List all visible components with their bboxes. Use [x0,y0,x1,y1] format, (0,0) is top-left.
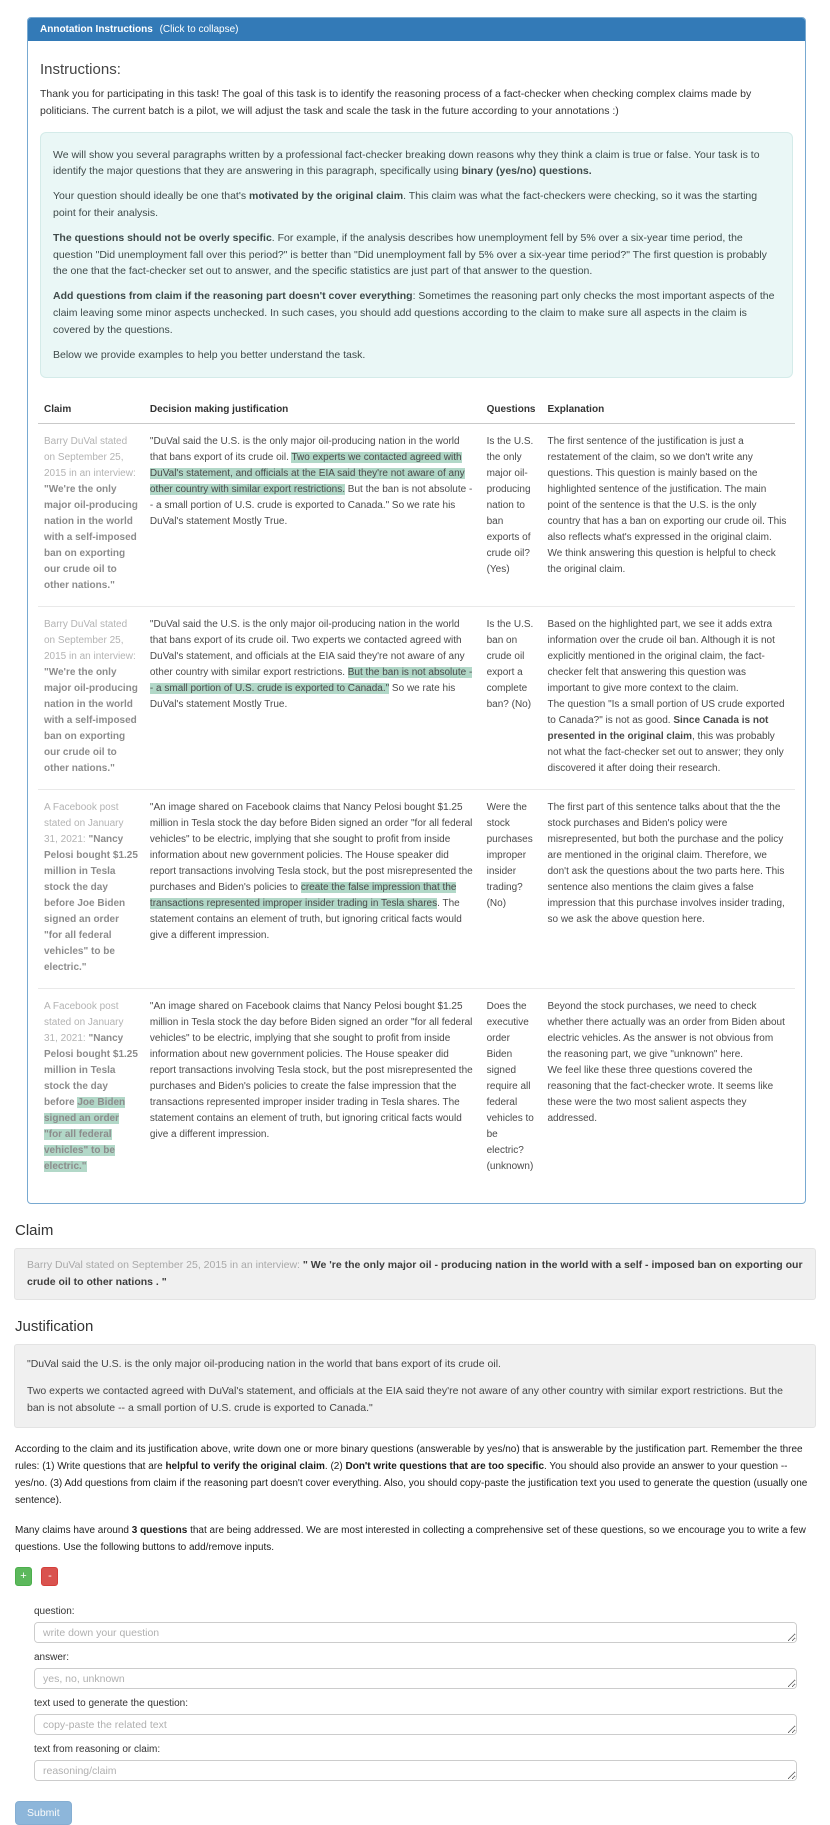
questions-cell: Is the U.S. the only major oil-producing nation to ban exports of crude oil? (Yes) [481,424,542,607]
claim-section [14,1222,816,1300]
guideline-paragraph: Add questions from claim if the reasoning part doesn't cover everything: Sometimes the reasoning part only checks the most important aspects of the claim leaving some minor aspects unchecked. In such cases, you should add questions according to the claim to make sure all aspects in the claim is covered by the questions. [53,290,775,336]
justification-paragraph: Two experts we contacted agreed with DuVal's statement, and officials at the EIA said they're not aware of any other country with similar export restrictions. But the ban is not absolute -- a small portion of U.S. crude is exported to Canada." [27,1384,783,1414]
justification-section [14,1318,816,1428]
add-question-button[interactable]: + [15,1567,32,1586]
claim-attribution: Barry DuVal stated on September 25, 2015 in an interview: [27,1259,303,1272]
questions-cell: Does the executive order Biden signed require all federal vehicles to be electric? (unknown) [486,1001,534,1173]
justification-cell: "An image shared on Facebook claims that Nancy Pelosi bought $1.25 million in Tesla stock the day before Biden signed an order "for all federal vehicles" to be electric, implying that she sought to profit from inside information about new government policies. The House speaker did report transactions involving Tesla stock, but the post misrepresented the purchases and Biden's policies to create the false impression that the transactions represented improper insider trading in Tesla shares. The statement contains an element of truth, but ignoring critical facts would give a different impression. [149,1001,473,1141]
submit-button[interactable]: Submit [15,1801,72,1825]
justification-cell: "DuVal said the U.S. is the only major oil-producing nation in the world that bans export of its crude oil. Two experts we contacted agreed with DuVal's statement, and officials at the EIA said they're not aware of any other country with similar export restrictions. But the ban is not absolute -- a small portion of U.S. crude is exported to Canada." So we rate his DuVal's statement Mostly True. [144,607,481,790]
add-remove-buttons [15,1566,816,1586]
table-row [38,989,795,1188]
claim-heading: Claim [15,1222,54,1240]
task-rules: According to the claim and its justification above, write down one or more binary questions (answerable by yes/no) that is answerable by the justification part. Remember the three rules: (1) Write questions that are helpful to verify the original claim. (2) Don't write questions that are too specific. You should also provide an answer to your question -- yes/no. (3) Add questions from claim if the reasoning part doesn't cover everything. Also, you should copy-paste the justification text you used to generate the question (usually one sentence). [15,1444,808,1507]
questions-cell: Is the U.S. ban on crude oil export a complete ban? (No) [481,607,542,790]
table-header-row [38,396,795,424]
guideline-paragraph: We will show you several paragraphs written by a professional fact-checker breaking down reasons why they think a claim is true or false. Your task is to identify the major questions that they are answering in this paragraph, specifically using binary (yes/no) questions. [53,148,760,178]
explanation-cell: The first part of this sentence talks about that the the stock purchases and Biden's policy were misrepresented, but both the purchase and the policy are mentioned in the original claim. Therefore, we don't ask the questions about the two parts here. This sentence also mentions the claim gives a false impression that this purchase involves insider trading, so we ask the above question here. [542,790,796,989]
task-section [14,1441,816,1825]
claim-cell: Barry DuVal stated on September 25, 2015 in an interview: "We're the only major oil-producing nation in the world with a self-imposed ban on exporting our crude oil to other nations." [38,424,144,607]
examples-table [38,396,795,1187]
source-text-label: text from reasoning or claim: [34,1744,161,1756]
panel-title: Annotation Instructions [40,24,153,35]
panel-collapse-header[interactable] [28,18,805,41]
generating-text-label: text used to generate the question: [34,1698,188,1710]
justification-cell: "DuVal said the U.S. is the only major oil-producing nation in the world that bans export of its crude oil. Two experts we contacted agreed with DuVal's statement, and officials at the EIA said they're not aware of any other country with similar export restrictions. But the ban is not absolute -- a small portion of U.S. crude is exported to Canada." So we rate his DuVal's statement Mostly True. [144,424,481,607]
guideline-paragraph: The questions should not be overly specific. For example, if the analysis describes how unemployment fell by 5% over a six-year time period, the question "Did unemployment fall over this period?" is better than "Did unemployment fall by 5% over a six-year time period?" The first question is probably the one that the fact-checker set out to answer, and the specific statistics are just part of that answer to the question. [53,231,767,278]
question-label: question: [34,1606,75,1618]
explanation-cell: Based on the highlighted part, we see it adds extra information over the crude oil ban. Although it is not explicitly mentioned in the original claim, the fact-checker felt that answering this question was important to give more context to the claim. The question "Is a small portion of US crude exported to Canada?" is not as good. Since Canada is not presented in the original claim, this was probably not what the fact-checker set out to answer; they only discovered it after doing their research. [542,607,796,790]
table-row [38,790,795,989]
claim-cell: A Facebook post stated on January 31, 2021: "Nancy Pelosi bought $1.25 million in Tesla stock the day before Joe Biden signed an order "for all federal vehicles" to be electric." [38,790,144,989]
guideline-paragraph: Below we provide examples to help you better understand the task. [53,348,366,361]
justification-box [14,1344,816,1428]
justification-cell: "An image shared on Facebook claims that Nancy Pelosi bought $1.25 million in Tesla stock the day before Biden signed an order "for all federal vehicles" to be electric, implying that she sought to profit from inside information about new government policies. The House speaker did report transactions involving Tesla stock, but the post misrepresented the purchases and Biden's policies to create the false impression that the transactions represented improper insider trading in Tesla shares. The statement contains an element of truth, but ignoring critical facts would give a different impression. [144,790,481,989]
questions-cell: Were the stock purchases improper insider trading? (No) [481,790,542,989]
table-row [38,607,795,790]
task-note: Many claims have around 3 questions that are being addressed. We are most interested in collecting a comprehensive set of these questions, so we encourage you to write a few questions. Use the following buttons to add/remove inputs. [15,1525,806,1554]
instructions-panel [27,17,806,1204]
question-form [14,1606,816,1781]
answer-label: answer: [34,1652,70,1664]
annotation-page [0,17,830,1820]
remove-question-button[interactable]: - [41,1567,58,1586]
generating-text-input[interactable] [34,1714,797,1735]
claim-box [14,1248,816,1300]
answer-input[interactable] [34,1668,797,1689]
col-header-justification: Decision making justification [144,396,481,424]
panel-collapse-hint: (Click to collapse) [159,24,239,35]
claim-cell: A Facebook post stated on January 31, 2021: "Nancy Pelosi bought $1.25 million in Tesla stock the day before Joe Biden signed an order "for all federal vehicles" to be electric." [44,1001,138,1173]
justification-heading: Justification [15,1317,94,1335]
col-header-questions: Questions [481,396,542,424]
guideline-paragraph: Your question should ideally be one that's motivated by the original claim. This claim was what the fact-checkers were checking, so it was the starting point for their analysis. [53,190,758,219]
claim-cell: Barry DuVal stated on September 25, 2015 in an interview: "We're the only major oil-producing nation in the world with a self-imposed ban on exporting our crude oil to other nations." [38,607,144,790]
col-header-claim: Claim [38,396,144,424]
instructions-heading: Instructions: [40,61,121,78]
explanation-cell: The first sentence of the justification is just a restatement of the claim, so we don't write any questions. This question is mainly based on the highlighted sentence of the justification. The main point of the sentence is that the U.S. is the only country that has a ban on exporting our crude oil. This also reflects what's expressed in the original claim. We think answering this question is helpful to check the original claim. [542,424,796,607]
intro-paragraph: Thank you for participating in this task! The goal of this task is to identify the reasoning process of a fact-checker when checking complex claims made by politicians. The current batch is a pilot, we will adjust the task and scale the task in the future according to your annotations :) [40,88,752,117]
panel-body [28,41,805,1203]
guidelines-box [40,132,793,379]
claim-quote: " We 're the only major oil - producing nation in the world with a self - imposed ban on exporting our crude oil to other nations . " [27,1259,803,1289]
col-header-explanation: Explanation [542,396,796,424]
justification-paragraph: "DuVal said the U.S. is the only major oil-producing nation in the world that bans export of its crude oil. [27,1357,501,1370]
question-input[interactable] [34,1622,797,1643]
explanation-cell: Beyond the stock purchases, we need to check whether there actually was an order from Biden about electric vehicles. As the answer is not obvious from the reasoning part, we give "unknown" here. We feel like these three questions covered the reasoning that the fact-checker wrote. It seems like these were the two most salient aspects they addressed. [547,1001,785,1125]
table-row [38,424,795,607]
source-text-input[interactable] [34,1760,797,1781]
